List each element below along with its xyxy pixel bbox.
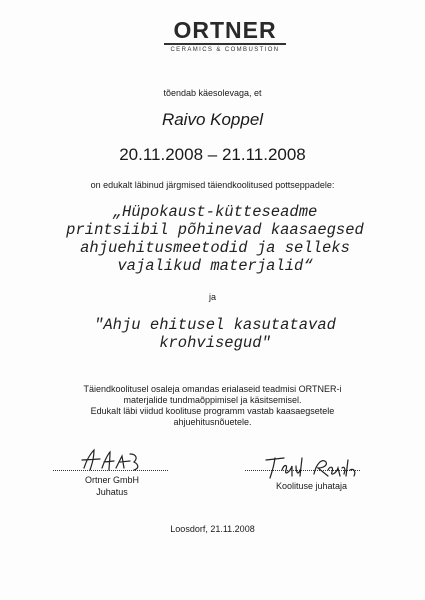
course-2-line: "Ahju ehitusel kasutatavad bbox=[94, 316, 336, 334]
right-signatory-role: Koolituse juhataja bbox=[276, 481, 348, 491]
closing-paragraph bbox=[60, 384, 365, 428]
left-signatory-role: Juhatus bbox=[96, 487, 128, 497]
place-and-date: Loosdorf, 21.11.2008 bbox=[170, 524, 255, 534]
logo-tagline: CERAMICS & COMBUSTION bbox=[170, 47, 280, 53]
recipient-name: Raivo Koppel bbox=[161, 110, 264, 129]
right-signature-line bbox=[245, 470, 360, 471]
left-signatory-org: Ortner GmbH bbox=[84, 475, 139, 485]
closing-line: Täiendkoolitusel osaleja omandas erialaseid teadmisi ORTNER-i bbox=[83, 384, 342, 394]
right-signature-image bbox=[262, 452, 362, 480]
conjunction-text: ja bbox=[208, 292, 216, 302]
closing-line: Edukalt läbi viidud koolituse programm vastab kaasaegsetele bbox=[90, 406, 335, 416]
closing-line: materjalide tundmaõppimisel ja käsitsemisel. bbox=[123, 395, 302, 405]
course-1-line: ahjuehitusmeetodid ja selleks bbox=[80, 239, 350, 257]
course-title-1 bbox=[60, 203, 370, 275]
logo-rule bbox=[164, 43, 286, 45]
left-signature-line bbox=[53, 470, 168, 471]
course-title-2 bbox=[60, 316, 370, 352]
ortner-logo bbox=[160, 18, 290, 54]
course-1-line: printsiibil põhinevad kaasaegsed bbox=[66, 221, 364, 239]
course-1-line: „Hüpokaust-kütteseadme bbox=[112, 203, 318, 221]
course-1-line: vajalikud materjalid“ bbox=[117, 257, 313, 275]
course-dates: 20.11.2008 – 21.11.2008 bbox=[119, 145, 306, 164]
logo-brand: ORTNER bbox=[173, 17, 277, 43]
intro-text: tõendab käesolevaga, et bbox=[163, 88, 262, 98]
closing-line: ahjuehitusnõuetele. bbox=[173, 417, 252, 427]
course-2-line: krohvisegud" bbox=[159, 334, 271, 352]
completion-statement: on edukalt läbinud järgmised täiendkoolitused pottseppadele: bbox=[90, 180, 335, 190]
